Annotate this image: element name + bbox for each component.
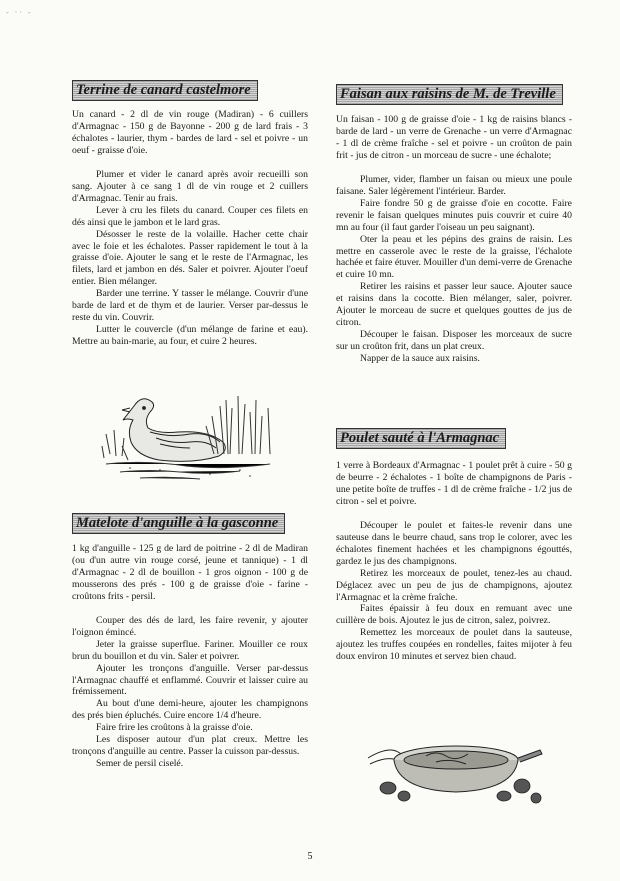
recipe-title-poulet xyxy=(336,428,572,449)
step: Barder une terrine. Y tasser le mélange. Couvrir d'une barde de lard et de thym et de laurier. Verser par-dessus le reste du vin. Couvrir. xyxy=(72,288,308,324)
recipe-title-terrine xyxy=(72,80,308,101)
step: Ajouter les tronçons d'anguille. Verser par-dessus l'Armagnac chauffé et enflammé. Couvrir et laisser cuire au frémissement. xyxy=(72,662,308,698)
step: Jeter la graisse superflue. Fariner. Mouiller ce roux brun du bouillon et du vin. Saler et poivrer. xyxy=(72,638,308,662)
ingredients: Un faisan - 100 g de graisse d'oie - 1 kg de raisins blancs - barde de lard - un verre de Grenache - un verre d'Armagnac - 1 dl de crème fraîche - sel et poivre - un croûton de pain frit - jus de citron - un morceau de sucre - une échalote; xyxy=(336,114,572,161)
recipe-body-matelote xyxy=(72,543,308,770)
recipe-title: Matelote d'anguille à la gasconne xyxy=(72,513,285,534)
step: Couper des dés de lard, les faire revenir, y ajouter l'oignon émincé. xyxy=(72,614,308,638)
recipe-title-faisan xyxy=(336,84,572,105)
step: Découper le poulet et faites-le revenir dans une sauteuse dans le beurre chaud, sans trop le colorer, avec les échalotes finement hachées et les champignons égouttés, gardez le jus des champignons. xyxy=(336,519,572,567)
recipe-body-faisan xyxy=(336,114,572,365)
step: Remettez les morceaux de poulet dans la sauteuse, ajoutez les truffes coupées en rondelles, faites mijoter à feu doux environ 10 minutes et servez bien chaud. xyxy=(336,627,572,663)
step: Désosser le reste de la volaille. Hacher cette chair avec le foie et les échalotes. Passer rapidement le tout à la graisse d'oie. Ajouter le sang et le reste de l'Armagnac, les filets, lard et jambon en dés. Saler et poivrer. Ajouter l'oeuf entier. Bien mélanger. xyxy=(72,228,308,288)
step: Les disposer autour d'un plat creux. Mettre les tronçons d'anguille au centre. Passer la cuisson par-dessus. xyxy=(72,734,308,758)
step: Semer de persil ciselé. xyxy=(96,758,184,770)
recipe-title: Faisan aux raisins de M. de Treville xyxy=(336,84,563,105)
step: Au bout d'une demi-heure, ajouter les champignons des prés bien épluchés. Cuire encore 1/4 d'heure. xyxy=(72,698,308,722)
recipe-title-matelote xyxy=(72,513,308,534)
step: Découper le faisan. Disposer les morceaux de sucre sur un croûton frit, dans un plat creux. xyxy=(336,329,572,353)
corner-mark: - ·· - xyxy=(6,8,33,17)
ingredients: 1 kg d'anguille - 125 g de lard de poitrine - 2 dl de Madiran (ou d'un autre vin rouge corsé, jeune et tannique) - 1 dl d'Armagnac - 2 dl de bouillon - 1 gros oignon - 100 g de mousserons des prés - 100 g de graisse d'oie - farine - croûtons frits - persil. xyxy=(72,543,308,602)
recipe-body-poulet xyxy=(336,460,572,663)
step: Retirer les raisins et passer leur sauce. Ajouter sauce et raisins dans la cocotte. Bien mélanger, saler, poivrer. Ajouter le morceau de sucre et quelques gouttes de jus de citron. xyxy=(336,281,572,329)
recipe-title: Terrine de canard castelmore xyxy=(72,80,258,101)
step: Faire frire les croûtons à la graisse d'oie. xyxy=(96,722,253,734)
duck-illustration xyxy=(100,386,275,482)
recipe-body-terrine xyxy=(72,109,308,348)
step: Faire fondre 50 g de graisse d'oie en cocotte. Faire revenir le faisan quelques minutes puis couvrir et cuire 40 mn au four (il faut garder l'oiseau un peu saignant). xyxy=(336,197,572,233)
sauteuse-illustration xyxy=(366,736,544,808)
step: Faites épaissir à feu doux en remuant avec une cuillère de bois. Ajoutez le jus de citron, salez, poivrez. xyxy=(336,603,572,627)
step: Plumer, vider, flamber un faisan ou mieux une poule faisane. Saler légèrement l'intérieur. Barder. xyxy=(336,173,572,197)
step: Lutter le couvercle (d'un mélange de farine et eau). Mettre au bain-marie, au four, et cuire 2 heures. xyxy=(72,324,308,348)
ingredients: Un canard - 2 dl de vin rouge (Madiran) - 6 cuillers d'Armagnac - 150 g de Bayonne - 200 g de lard frais - 3 échalotes - laurier, thym - bardes de lard - sel et poivre - un oeuf - graisse d'oie. xyxy=(72,109,308,156)
step: Plumer et vider le canard après avoir recueilli son sang. Ajouter à ce sang 1 dl de vin rouge et 2 cuillers d'Armagnac. Tenir au frais. xyxy=(72,168,308,204)
page-number: 5 xyxy=(307,851,313,862)
step: Lever à cru les filets du canard. Couper ces filets en dés ainsi que le jambon et le lard gras. xyxy=(72,204,308,228)
recipe-title: Poulet sauté à l'Armagnac xyxy=(336,428,506,449)
step: Oter la peau et les pépins des grains de raisin. Les mettre en casserole avec le reste de la graisse, l'échalote hachée et faire étuver. Mouiller d'un demi-verre de Grenache et cuire 10 mn. xyxy=(336,233,573,281)
ingredients: 1 verre à Bordeaux d'Armagnac - 1 poulet prêt à cuire - 50 g de beurre - 2 échalotes - 1 boîte de champignons de Paris - une petite boîte de truffes - 1 dl de crème fraîche - 1/2 jus de citron - sel et poivre. xyxy=(336,460,572,507)
step: Napper de la sauce aux raisins. xyxy=(360,353,480,365)
step: Retirez les morceaux de poulet, tenez-les au chaud. Déglacez avec un peu de jus de champignons, ajoutez l'Armagnac et la crème fraîche. xyxy=(336,567,572,603)
